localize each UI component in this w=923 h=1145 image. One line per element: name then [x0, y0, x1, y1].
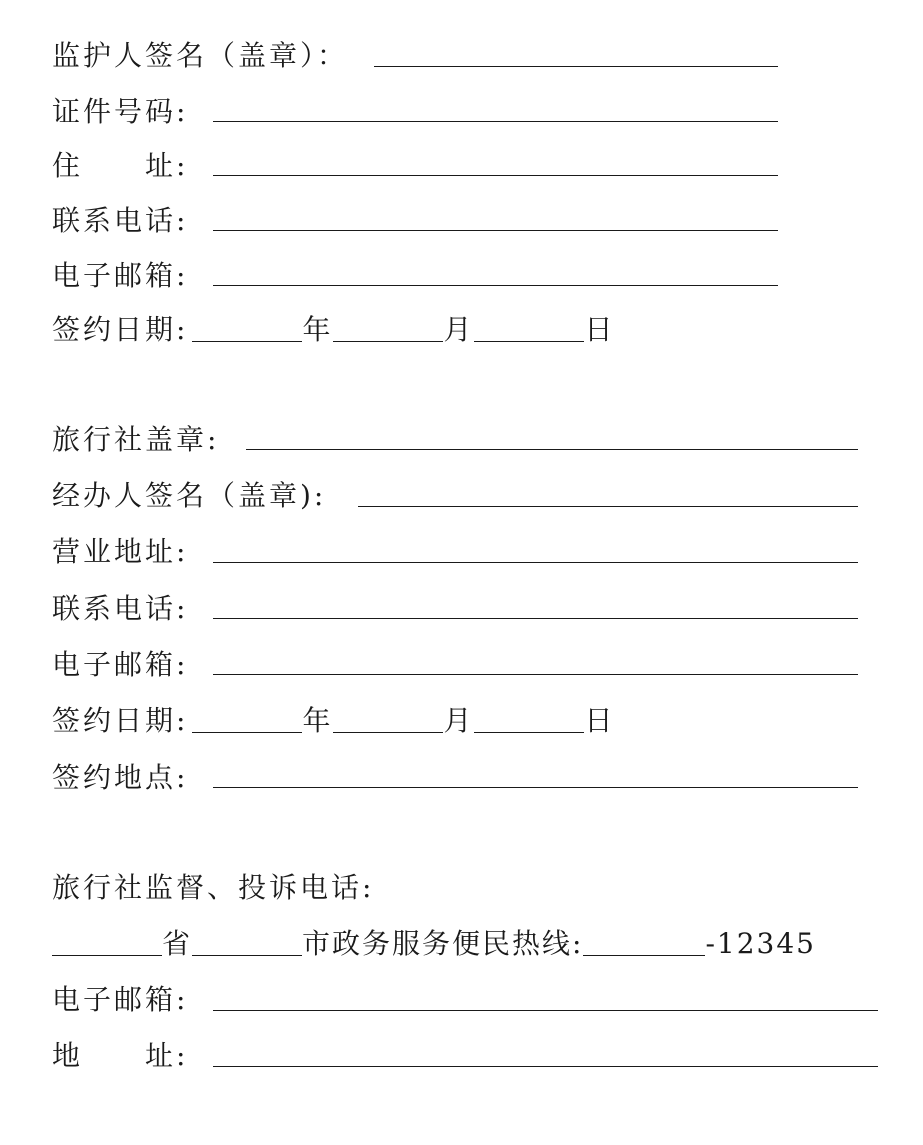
guardian-signature-row [52, 30, 348, 70]
agency-stamp-label: 旅行社盖章: [52, 423, 220, 456]
guardian-day-unit: 日 [584, 313, 616, 346]
agency-month-unit: 月 [443, 704, 475, 737]
agency-date-row [52, 695, 615, 735]
agency-place-label: 签约地点: [52, 761, 189, 794]
guardian-address-label: 住 址: [52, 149, 189, 182]
agency-stamp-row [52, 414, 219, 454]
supervision-address-label: 地 址: [52, 1039, 189, 1072]
guardian-address-row [52, 140, 188, 180]
guardian-address-field[interactable] [213, 175, 778, 176]
agency-year-unit: 年 [302, 704, 334, 737]
guardian-phone-label: 联系电话: [52, 204, 189, 237]
guardian-year-field[interactable] [192, 341, 302, 342]
agency-place-row [52, 752, 188, 792]
supervision-email-label: 电子邮箱: [52, 983, 189, 1016]
agency-day-field[interactable] [474, 732, 584, 733]
agency-phone-label: 联系电话: [52, 592, 189, 625]
guardian-date-row [52, 304, 615, 344]
guardian-id-row [52, 86, 188, 126]
guardian-month-field[interactable] [333, 341, 443, 342]
guardian-year-unit: 年 [302, 313, 334, 346]
guardian-id-label: 证件号码: [52, 95, 189, 128]
agency-place-field[interactable] [213, 787, 858, 788]
city-hotline-label: 市政务服务便民热线: [302, 927, 584, 960]
guardian-phone-row [52, 195, 188, 235]
guardian-email-label: 电子邮箱: [52, 259, 189, 292]
supervision-heading-row [52, 862, 374, 902]
supervision-heading: 旅行社监督、投诉电话: [52, 871, 375, 904]
agency-handler-row [52, 470, 326, 510]
agency-day-unit: 日 [584, 704, 616, 737]
agency-handler-field[interactable] [358, 506, 858, 507]
agency-month-field[interactable] [333, 732, 443, 733]
supervision-email-row [52, 974, 188, 1014]
supervision-address-field[interactable] [213, 1066, 878, 1067]
guardian-phone-field[interactable] [213, 230, 778, 231]
agency-handler-label: 经办人签名（盖章): [52, 479, 327, 512]
agency-phone-field[interactable] [213, 618, 858, 619]
province-field[interactable] [52, 955, 162, 956]
city-field[interactable] [192, 955, 302, 956]
supervision-address-row [52, 1030, 188, 1070]
agency-business-address-label: 营业地址: [52, 535, 189, 568]
guardian-month-unit: 月 [443, 313, 475, 346]
supervision-hotline-row [52, 918, 816, 958]
province-unit: 省 [162, 927, 193, 960]
supervision-email-field[interactable] [213, 1010, 878, 1011]
area-code-field[interactable] [583, 955, 705, 956]
guardian-signature-label: 监护人签名（盖章）： [52, 39, 349, 72]
agency-email-field[interactable] [213, 674, 858, 675]
guardian-date-label: 签约日期: [52, 313, 189, 346]
guardian-email-field[interactable] [213, 285, 778, 286]
agency-date-label: 签约日期: [52, 704, 189, 737]
guardian-email-row [52, 250, 188, 290]
guardian-signature-field[interactable] [374, 66, 778, 67]
guardian-id-field[interactable] [213, 121, 778, 122]
agency-email-label: 电子邮箱: [52, 648, 189, 681]
guardian-day-field[interactable] [474, 341, 584, 342]
agency-email-row [52, 639, 188, 679]
agency-business-address-field[interactable] [213, 562, 858, 563]
agency-business-address-row [52, 526, 188, 566]
agency-stamp-field[interactable] [246, 449, 858, 450]
agency-year-field[interactable] [192, 732, 302, 733]
hotline-number-suffix: -12345 [705, 927, 816, 960]
agency-phone-row [52, 583, 188, 623]
